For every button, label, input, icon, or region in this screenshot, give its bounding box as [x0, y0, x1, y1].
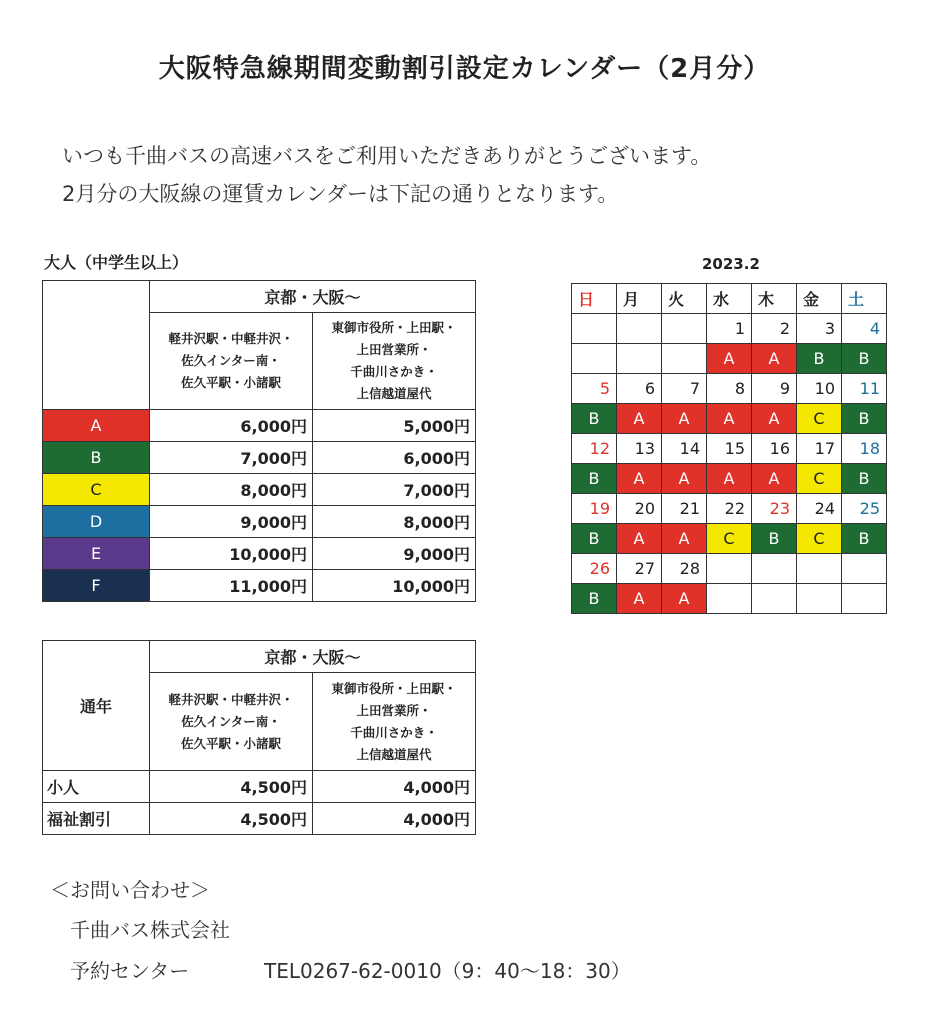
year-round-fare-table	[42, 640, 476, 835]
calendar-day: 20	[617, 494, 662, 524]
weekday-header: 火	[662, 284, 707, 314]
fare-price: 8,000円	[313, 506, 476, 538]
calendar-day: 17	[797, 434, 842, 464]
page-title: 大阪特急線期間変動割引設定カレンダー（2月分）	[158, 54, 771, 84]
calendar-rate-cell: B	[842, 464, 887, 494]
weekday-header: 月	[617, 284, 662, 314]
adult-route-header: 京都・大阪〜	[150, 281, 476, 313]
calendar-rate-cell: A	[752, 464, 797, 494]
station-line: 佐久インター南・	[181, 353, 281, 368]
calendar-rate-cell: C	[797, 404, 842, 434]
fare-price: 10,000円	[313, 570, 476, 602]
fare-row	[43, 474, 476, 506]
fare-price: 6,000円	[313, 442, 476, 474]
calendar-rate-cell: C	[797, 464, 842, 494]
calendar-date-row	[572, 494, 887, 524]
fare-row	[43, 506, 476, 538]
fare-category-b: B	[43, 442, 150, 474]
calendar-rate-cell: B	[752, 524, 797, 554]
fare-price: 8,000円	[150, 474, 313, 506]
fare-price: 11,000円	[150, 570, 313, 602]
fare-category-f: F	[43, 570, 150, 602]
station-line: 上田営業所・	[356, 342, 432, 357]
calendar-day: 3	[797, 314, 842, 344]
calendar-date-row	[572, 314, 887, 344]
station-line: 軽井沢駅・中軽井沢・	[168, 331, 294, 346]
station-line: 佐久平駅・小諸駅	[180, 375, 281, 390]
calendar-day: 23	[752, 494, 797, 524]
adult-fare-table	[42, 280, 476, 602]
phone-number: TEL0267-62-0010（9：40〜18：30）	[264, 959, 631, 983]
calendar-rate-cell: B	[842, 404, 887, 434]
calendar-day: 10	[797, 374, 842, 404]
calendar-day: 25	[842, 494, 887, 524]
adult-stations-group-1	[150, 313, 313, 410]
calendar-day	[842, 554, 887, 584]
fare-price: 4,000円	[313, 803, 476, 835]
calendar-rate-cell: A	[707, 404, 752, 434]
calendar-day: 13	[617, 434, 662, 464]
fare-row	[43, 803, 476, 835]
fare-row-label: 福祉割引	[43, 803, 150, 835]
calendar-rate-cell: C	[707, 524, 752, 554]
fare-calendar	[571, 283, 887, 614]
calendar-rate-cell: A	[662, 584, 707, 614]
calendar-rate-cell	[797, 584, 842, 614]
fare-price: 9,000円	[150, 506, 313, 538]
calendar-rate-cell: B	[572, 404, 617, 434]
calendar-rate-cell: A	[617, 464, 662, 494]
station-line: 佐久インター南・	[181, 713, 281, 729]
calendar-rate-row	[572, 344, 887, 374]
fare-price: 7,000円	[313, 474, 476, 506]
fare-price: 7,000円	[150, 442, 313, 474]
fare-price: 6,000円	[150, 410, 313, 442]
calendar-day	[617, 314, 662, 344]
calendar-day	[797, 554, 842, 584]
calendar-day: 12	[572, 434, 617, 464]
calendar-day: 8	[707, 374, 752, 404]
calendar-rate-row	[572, 584, 887, 614]
fare-row-label: 小人	[43, 771, 150, 803]
calendar-rate-row	[572, 524, 887, 554]
fare-category-a: A	[43, 410, 150, 442]
calendar-day: 14	[662, 434, 707, 464]
calendar-rate-cell: B	[842, 524, 887, 554]
calendar-day: 4	[842, 314, 887, 344]
station-line: 東御市役所・上田駅・	[331, 320, 457, 335]
fare-price: 4,500円	[150, 803, 313, 835]
fare-price: 4,500円	[150, 771, 313, 803]
contact-heading: ＜お問い合わせ＞	[50, 878, 210, 902]
weekday-header: 日	[572, 284, 617, 314]
fare-price: 4,000円	[313, 771, 476, 803]
adult-table-corner	[43, 281, 150, 410]
calendar-day: 9	[752, 374, 797, 404]
fare-price: 10,000円	[150, 538, 313, 570]
calendar-rate-cell: A	[617, 584, 662, 614]
calendar-rate-cell: A	[752, 404, 797, 434]
station-line: 千曲川さかき・	[350, 364, 438, 379]
weekday-header: 木	[752, 284, 797, 314]
year-round-label: 通年	[43, 641, 150, 771]
calendar-day: 11	[842, 374, 887, 404]
adult-fare-label: 大人（中学生以上）	[44, 253, 189, 272]
calendar-weekday-row	[572, 284, 887, 314]
calendar-rate-cell: A	[707, 464, 752, 494]
calendar-rate-cell: A	[662, 524, 707, 554]
calendar-day: 27	[617, 554, 662, 584]
calendar-rate-row	[572, 404, 887, 434]
calendar-day: 21	[662, 494, 707, 524]
calendar-day	[662, 314, 707, 344]
calendar-day	[707, 554, 752, 584]
year-stations-group-2	[313, 673, 476, 771]
calendar-day: 28	[662, 554, 707, 584]
calendar-day: 7	[662, 374, 707, 404]
adult-stations-group-2	[313, 313, 476, 410]
fare-row	[43, 410, 476, 442]
intro-line-2: 2月分の大阪線の運賃カレンダーは下記の通りとなります。	[62, 182, 619, 206]
calendar-rate-cell	[662, 344, 707, 374]
weekday-header: 土	[842, 284, 887, 314]
calendar-day	[572, 314, 617, 344]
station-line: 東御市役所・上田駅・	[331, 680, 457, 696]
calendar-day: 19	[572, 494, 617, 524]
weekday-header: 金	[797, 284, 842, 314]
calendar-day: 24	[797, 494, 842, 524]
calendar-day: 6	[617, 374, 662, 404]
calendar-rate-cell: A	[662, 464, 707, 494]
year-route-header: 京都・大阪〜	[150, 641, 476, 673]
calendar-rate-cell: A	[752, 344, 797, 374]
calendar-day: 22	[707, 494, 752, 524]
calendar-rate-row	[572, 464, 887, 494]
fare-price: 9,000円	[313, 538, 476, 570]
station-line: 千曲川さかき・	[350, 724, 438, 740]
fare-category-d: D	[43, 506, 150, 538]
calendar-day: 15	[707, 434, 752, 464]
station-line: 上信越道屋代	[356, 386, 432, 401]
calendar-day: 1	[707, 314, 752, 344]
calendar-rate-cell: B	[572, 584, 617, 614]
calendar-day: 2	[752, 314, 797, 344]
calendar-rate-cell: C	[797, 524, 842, 554]
station-line: 佐久平駅・小諸駅	[180, 735, 281, 751]
calendar-rate-cell: B	[842, 344, 887, 374]
fare-row	[43, 442, 476, 474]
calendar-date-row	[572, 554, 887, 584]
company-name: 千曲バス株式会社	[70, 918, 230, 942]
calendar-rate-cell	[752, 584, 797, 614]
fare-row	[43, 538, 476, 570]
calendar-day: 5	[572, 374, 617, 404]
fare-price: 5,000円	[313, 410, 476, 442]
fare-row	[43, 771, 476, 803]
calendar-day: 26	[572, 554, 617, 584]
calendar-rate-cell: A	[707, 344, 752, 374]
calendar-rate-cell	[617, 344, 662, 374]
calendar-date-row	[572, 374, 887, 404]
calendar-rate-cell: A	[617, 524, 662, 554]
calendar-rate-cell: B	[572, 524, 617, 554]
calendar-rate-cell: B	[572, 464, 617, 494]
intro-line-1: いつも千曲バスの高速バスをご利用いただきありがとうございます。	[62, 144, 712, 168]
calendar-day: 16	[752, 434, 797, 464]
calendar-rate-cell	[572, 344, 617, 374]
calendar-rate-cell	[842, 584, 887, 614]
calendar-year-month: 2023.2	[702, 255, 760, 273]
fare-category-e: E	[43, 538, 150, 570]
calendar-rate-cell: A	[617, 404, 662, 434]
fare-row	[43, 570, 476, 602]
calendar-rate-cell: B	[797, 344, 842, 374]
calendar-date-row	[572, 434, 887, 464]
fare-category-c: C	[43, 474, 150, 506]
calendar-day: 18	[842, 434, 887, 464]
station-line: 軽井沢駅・中軽井沢・	[168, 691, 294, 707]
reservation-center-label: 予約センター	[70, 959, 190, 983]
calendar-rate-cell: A	[662, 404, 707, 434]
station-line: 上信越道屋代	[356, 746, 432, 762]
station-line: 上田営業所・	[356, 702, 432, 718]
year-stations-group-1	[150, 673, 313, 771]
calendar-rate-cell	[707, 584, 752, 614]
weekday-header: 水	[707, 284, 752, 314]
calendar-day	[752, 554, 797, 584]
